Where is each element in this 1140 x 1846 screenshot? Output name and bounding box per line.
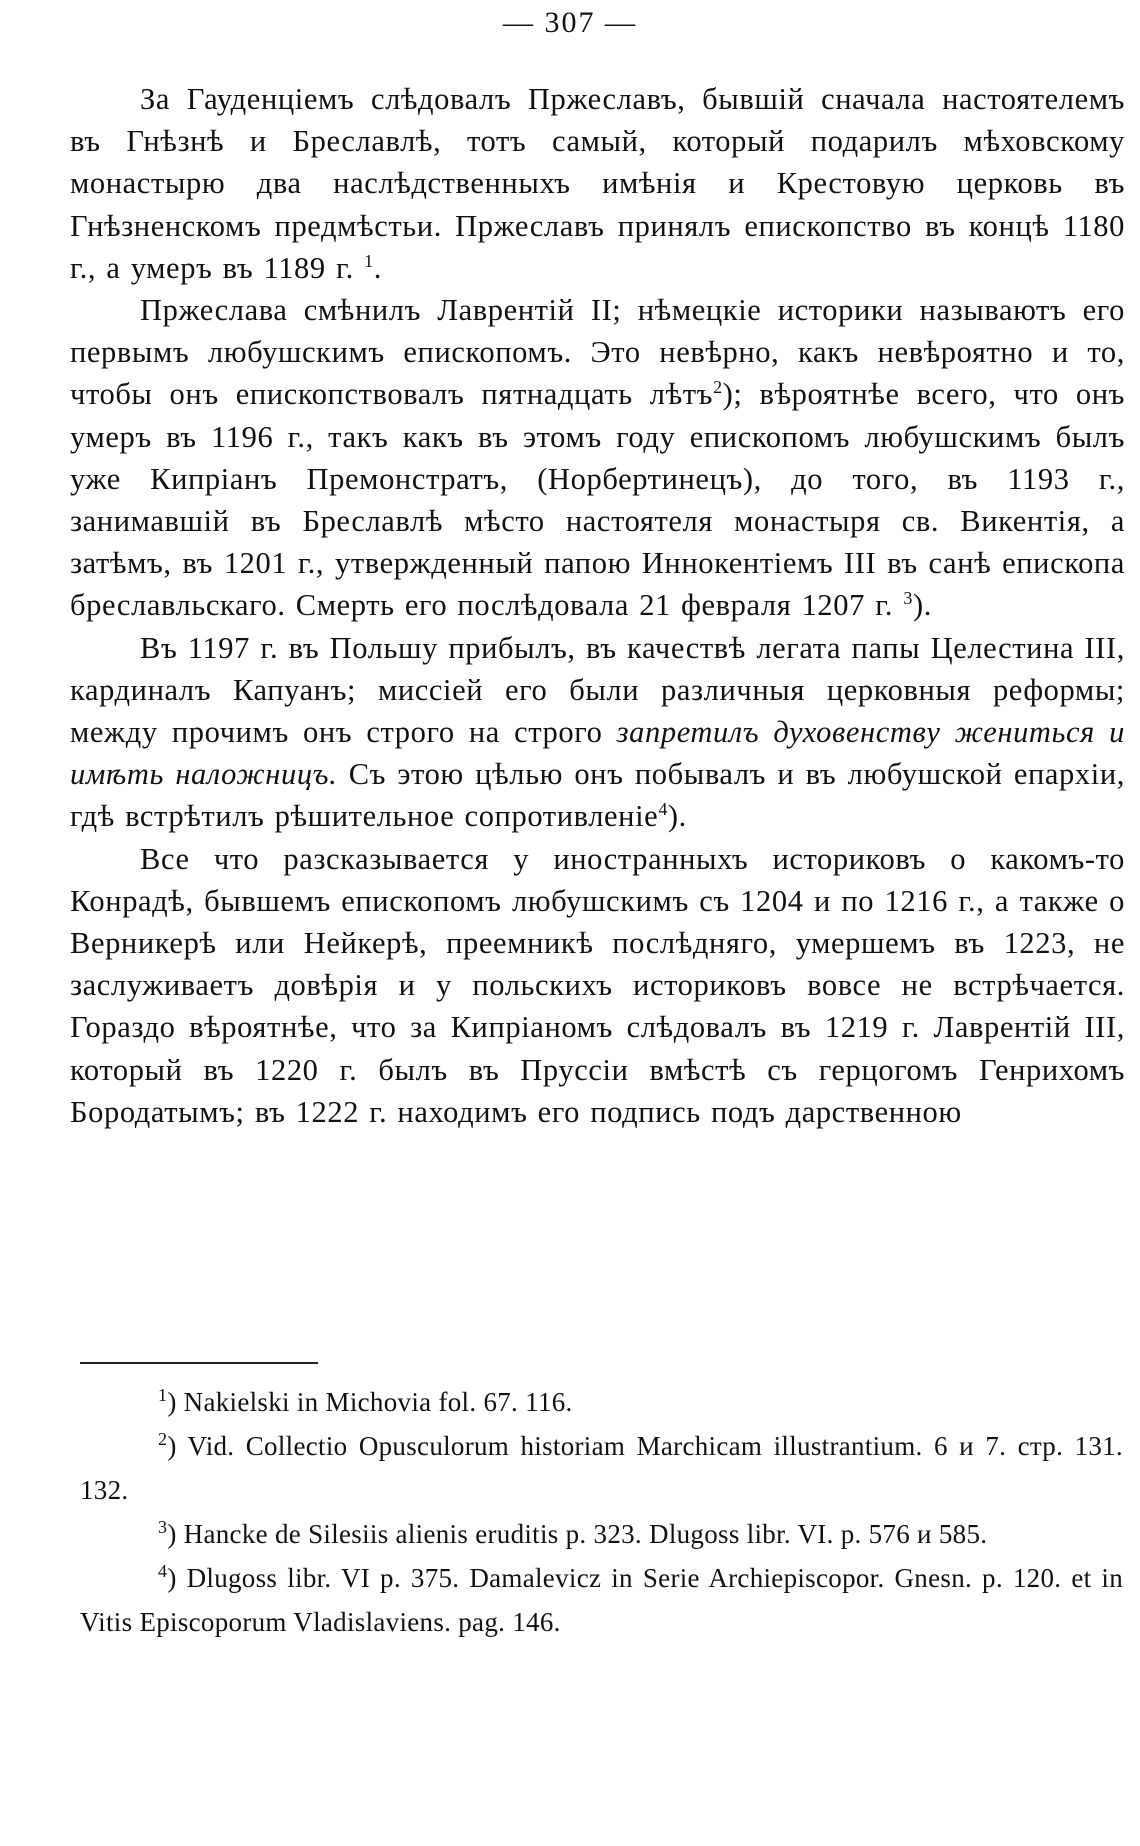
paragraph-text: Пржеслава смѣнилъ Лаврентій II; нѣмецкіе историки называютъ его первымъ любушскимъ епископомъ. Это невѣрно, какъ невѣроятно и то, чтобы онъ епископствовалъ пятнадцать лѣтъ	[70, 293, 1125, 412]
footnote-ref: 3	[903, 588, 913, 609]
paragraph-1	[70, 78, 1125, 289]
footnotes	[80, 1380, 1123, 1644]
footnote-2: $^2$) Vid. Collectio Opusculorum historiam Marchicam illustrantium. 6 и 7. стр. 131. 132.	[80, 1429, 1123, 1505]
paragraph-4	[70, 838, 1125, 1133]
paragraph-tail: .	[373, 250, 382, 285]
footnote-mark: 2	[158, 1429, 168, 1449]
footnote-1: $^1$) Nakielski in Michovia fol. 67. 116.	[158, 1385, 573, 1417]
page-number: — 307 —	[503, 6, 637, 39]
paragraph-tail: ).	[912, 588, 932, 623]
footnote-3: $^3$) Hancke de Silesiis alienis eruditis p. 323. Dlugoss libr. VI. p. 576 и 585.	[158, 1517, 988, 1549]
paragraph-tail: ).	[667, 799, 687, 834]
paragraph-text: Въ 1197 г. въ Польшу прибылъ, въ качествѣ легата папы Целестина III, кардиналъ Капуанъ; миссіей его были различныя церковныя реформы; между прочимъ онъ строго на строго	[70, 630, 1125, 750]
paragraph-text-continued: ); вѣроятнѣе всего, что онъ умеръ въ 1196 г., такъ какъ въ этомъ году епископомъ любушскимъ былъ уже Кипріанъ Премонстратъ, (Норбертинецъ), до того, въ 1193 г., занимавшій въ Бреславлѣ мѣсто настоятеля монастыря св. Викентія, а затѣмъ, въ 1201 г., утвержденный папою Иннокентіемъ III въ санѣ епископа бреславльскаго. Смерть его послѣдовала 21 февраля 1207 г.	[70, 377, 1125, 623]
footnote-text: Hancke de Silesiis alienis eruditis p. 323. Dlugoss libr. VI. p. 576 и 585.	[183, 1519, 988, 1549]
footnote-ref: 1	[364, 250, 374, 271]
paragraph-text: За Гауденціемъ слѣдовалъ Пржеславъ, бывшій сначала настоятелемъ въ Гнѣзнѣ и Бреславлѣ, тотъ самый, который подарилъ мѣховскому монастырю два наслѣдственныхъ имѣнія и Крестовую церковь въ Гнѣзненскомъ предмѣстьи. Пржеславъ принялъ епископство въ концѣ 1180 г., а умеръ въ 1189 г.	[70, 82, 1125, 285]
footnote-mark: 4	[158, 1561, 168, 1581]
footnote-mark: 1	[158, 1385, 168, 1405]
paragraph-text-continued: Съ этою цѣлью онъ побывалъ и въ любушской епархіи, гдѣ встрѣтилъ рѣшительное сопротивленіе	[70, 757, 1125, 834]
italic-phrase: запретилъ духовенству жениться и имѣть наложницъ.	[70, 715, 1125, 792]
footnote-ref: 2	[713, 377, 723, 398]
paragraph-3	[70, 627, 1125, 838]
main-text	[70, 78, 1125, 1133]
footnote-text: Vid. Collectio Opusculorum historiam Marchicam illustrantium. 6 и 7. стр. 131. 132.	[80, 1431, 1123, 1505]
footnote-4: $^4$) Dlugoss libr. VI p. 375. Damalevicz in Serie Archiepiscopor. Gnesn. p. 120. et in Vitis Episcoporum Vladislaviens. pag. 146.	[80, 1561, 1124, 1637]
footnote-divider	[80, 1362, 318, 1364]
footnote-text: Dlugoss libr. VI p. 375. Damalevicz in Serie Archiepiscopor. Gnesn. p. 120. et in Vitis Episcoporum Vladislaviens. pag. 146.	[80, 1563, 1124, 1637]
footnote-ref: 4	[658, 799, 668, 820]
footnote-mark: 3	[158, 1517, 168, 1537]
paragraph-2	[70, 289, 1125, 627]
footnote-text: Nakielski in Michovia fol. 67. 116.	[183, 1387, 573, 1417]
paragraph-text: Все что разсказывается у иностранныхъ историковъ о какомъ-то Конрадѣ, бывшемъ епископомъ любушскимъ съ 1204 и по 1216 г., а также о Верникерѣ или Нейкерѣ, преемникѣ послѣдняго, умершемъ въ 1223, не заслуживаетъ довѣрія и у польскихъ историковъ вовсе не встрѣчается. Гораздо вѣроятнѣе, что за Кипріаномъ слѣдовалъ въ 1219 г. Лаврентій III, который въ 1220 г. былъ въ Пруссіи вмѣстѣ съ герцогомъ Генрихомъ Бородатымъ; въ 1222 г. находимъ его подпись подъ дарственною	[70, 841, 1125, 1129]
